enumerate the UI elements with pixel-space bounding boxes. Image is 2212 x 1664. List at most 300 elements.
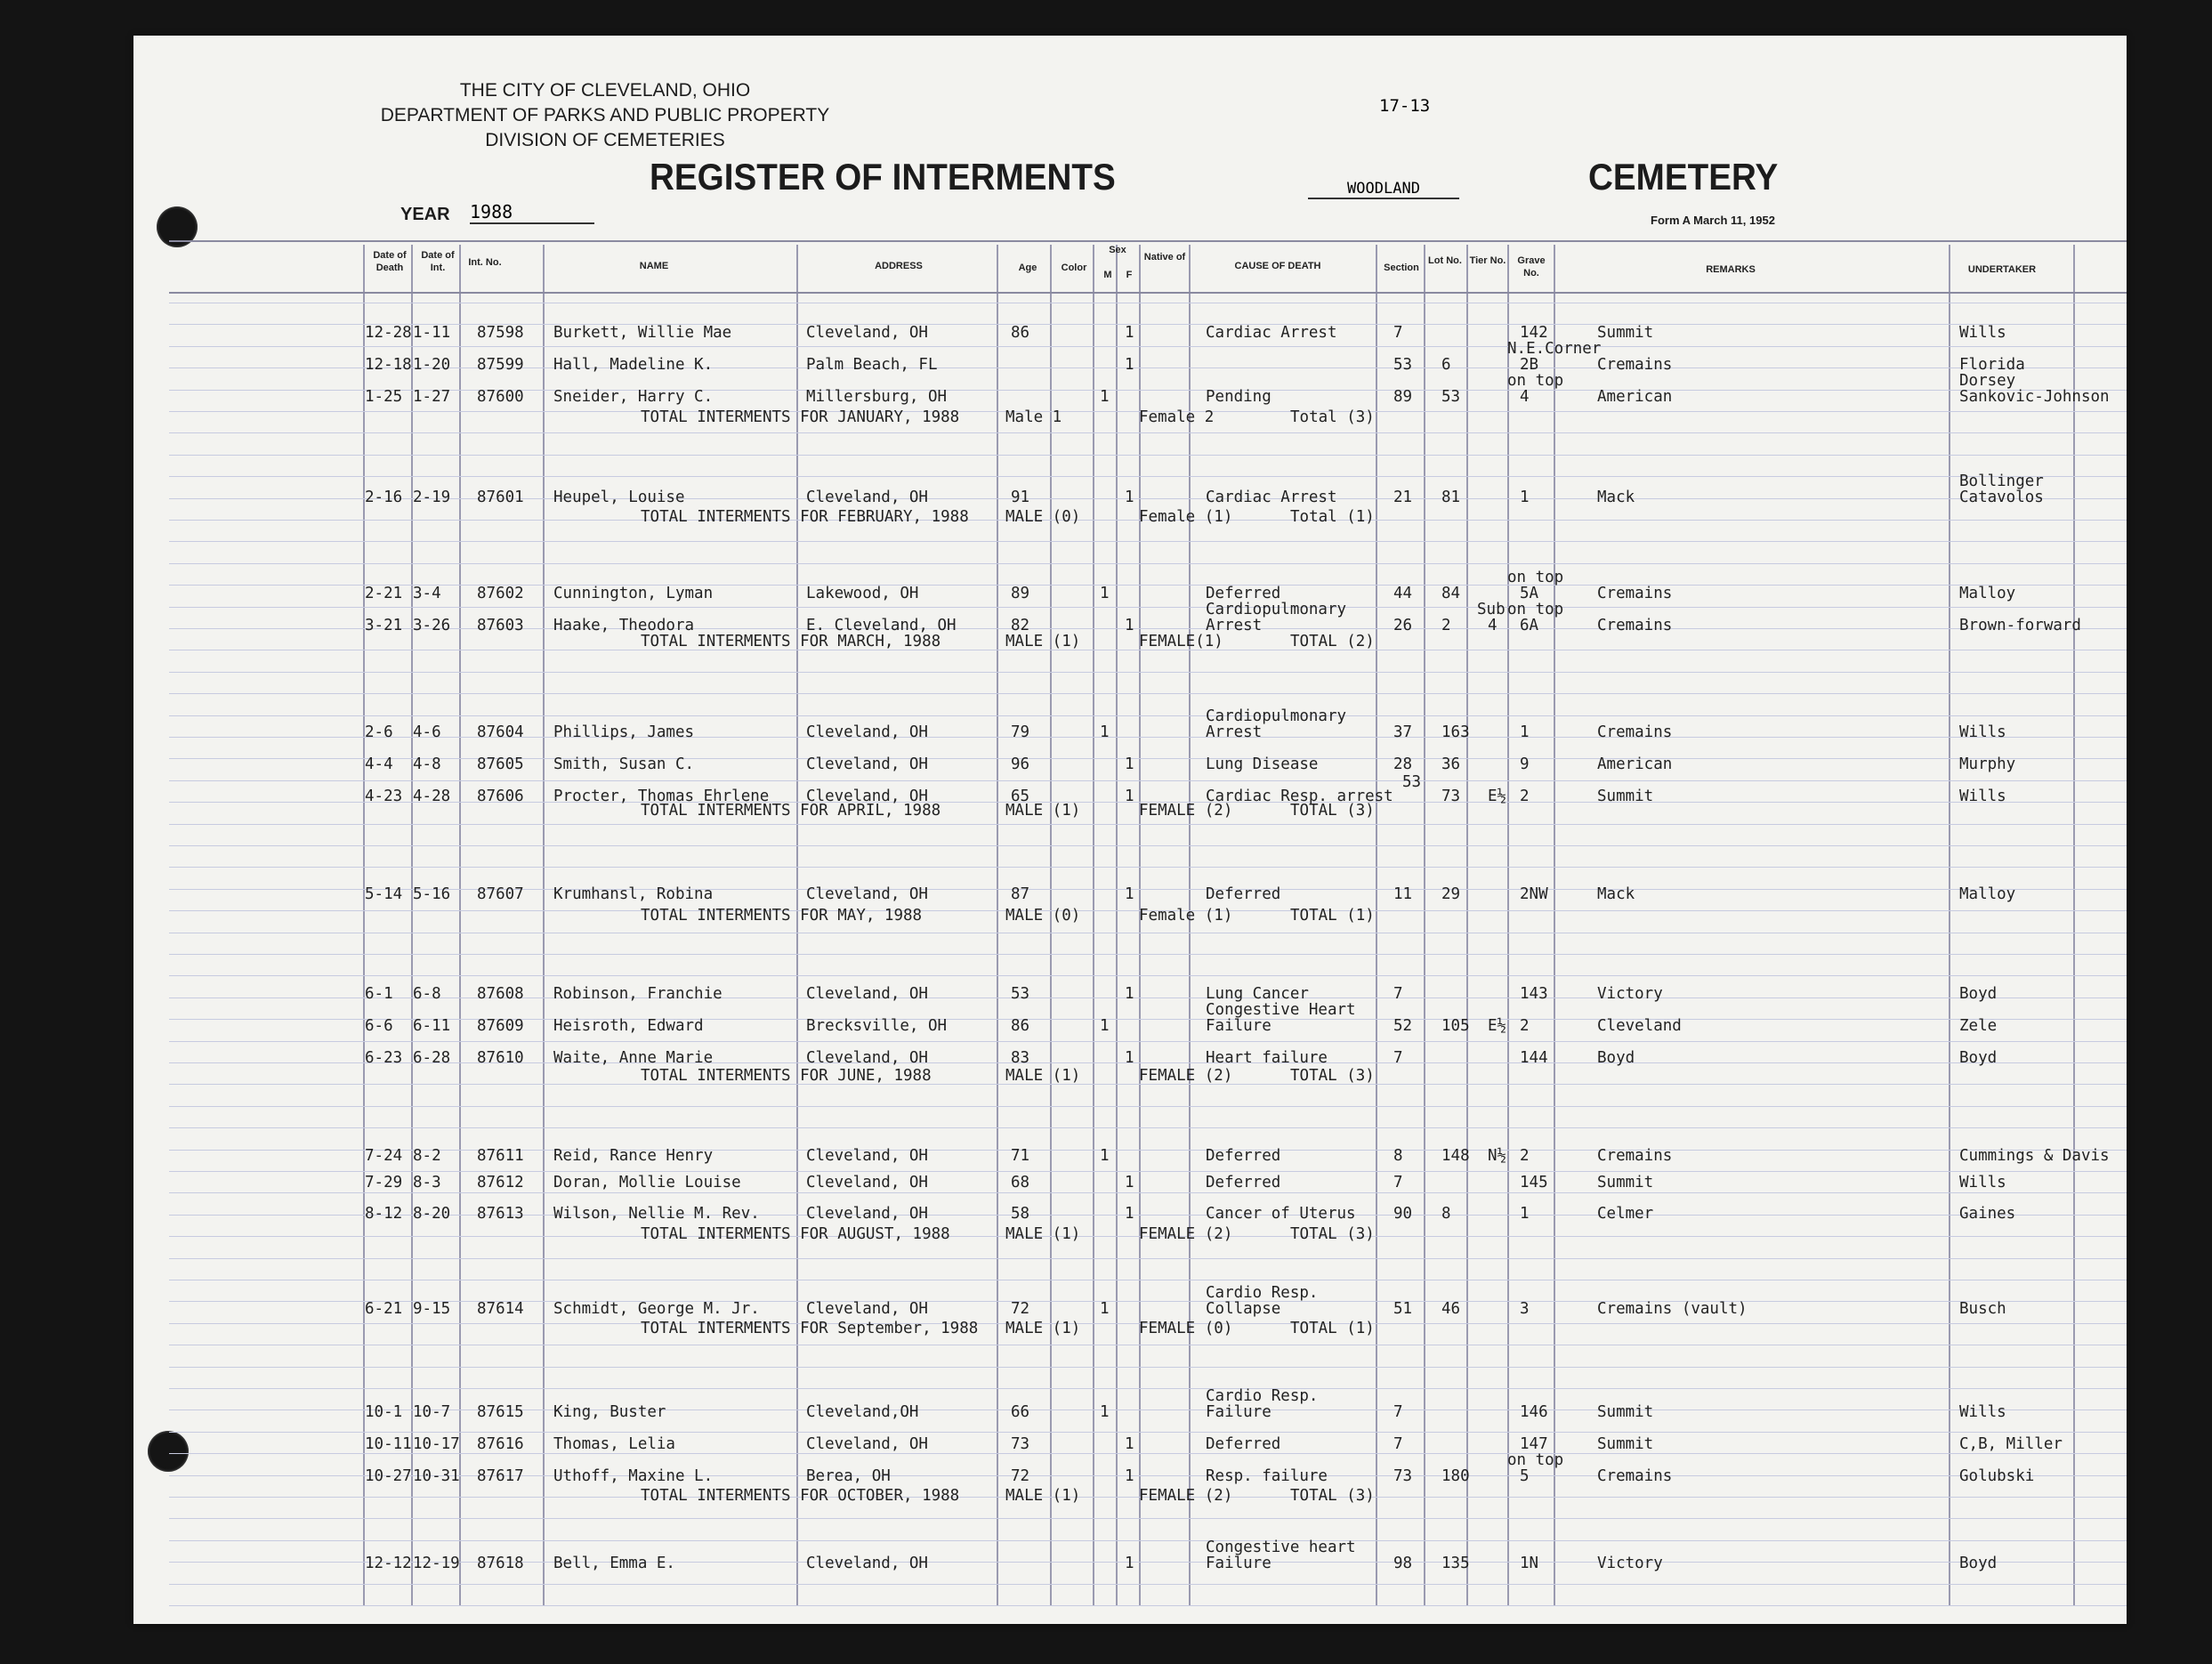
undertaker: Gaines xyxy=(1959,1205,2016,1223)
date-of-interment: 3-26 xyxy=(413,617,451,634)
row-rule xyxy=(169,715,2127,716)
row-rule xyxy=(169,824,2127,825)
sex-female: 1 xyxy=(1125,1205,1134,1223)
remarks: Victory xyxy=(1597,1555,1663,1572)
monthly-total-female: FEMALE (2) xyxy=(1139,1487,1233,1505)
monthly-total-label: TOTAL INTERMENTS FOR September, 1988 xyxy=(641,1320,979,1337)
monthly-total-female: Female (1) xyxy=(1139,508,1233,526)
section: 28 xyxy=(1393,755,1413,773)
age: 79 xyxy=(1011,723,1030,741)
date-of-interment: 10-17 xyxy=(413,1435,460,1453)
row-rule xyxy=(169,954,2127,955)
cause-of-death-line1: Cardiopulmonary xyxy=(1206,707,1347,725)
age: 71 xyxy=(1011,1147,1030,1165)
date-of-death: 10-27 xyxy=(365,1467,412,1485)
section: 7 xyxy=(1393,324,1403,342)
undertaker: Cummings & Davis xyxy=(1959,1147,2110,1165)
age: 73 xyxy=(1011,1435,1030,1453)
sex-female: 1 xyxy=(1125,489,1134,506)
row-rule xyxy=(169,346,2127,347)
column-rule xyxy=(1116,245,1118,1606)
monthly-total-female: FEMALE (2) xyxy=(1139,1067,1233,1085)
row-rule xyxy=(169,1106,2127,1107)
cause-of-death: Deferred xyxy=(1206,1435,1281,1453)
section: 7 xyxy=(1393,1435,1403,1453)
decedent-name: Reid, Rance Henry xyxy=(553,1147,714,1165)
date-of-interment: 1-20 xyxy=(413,356,451,374)
column-rule xyxy=(1424,245,1425,1606)
lot-number: 73 xyxy=(1441,788,1461,805)
sex-female: 1 xyxy=(1125,617,1134,634)
section: 90 xyxy=(1393,1205,1413,1223)
monthly-total-count: TOTAL (3) xyxy=(1290,802,1375,820)
monthly-total-count: TOTAL (2) xyxy=(1290,633,1375,650)
undertaker-note: Bollinger xyxy=(1959,473,2044,490)
section: 21 xyxy=(1393,489,1413,506)
grave-number: 9 xyxy=(1520,755,1530,773)
age: 68 xyxy=(1011,1174,1030,1191)
section: 44 xyxy=(1393,585,1413,602)
row-rule xyxy=(169,1584,2127,1585)
row-rule xyxy=(169,607,2127,608)
date-of-interment: 9-15 xyxy=(413,1300,451,1318)
undertaker: Florida xyxy=(1959,356,2025,374)
date-of-interment: 3-4 xyxy=(413,585,441,602)
section: 53 xyxy=(1393,356,1413,374)
tier-number: N½ xyxy=(1488,1147,1507,1165)
undertaker: Brown-forward xyxy=(1959,617,2081,634)
decedent-name: Heisroth, Edward xyxy=(553,1017,704,1035)
row-rule xyxy=(169,889,2127,890)
date-of-interment: 12-19 xyxy=(413,1555,460,1572)
date-of-death: 2-6 xyxy=(365,723,393,741)
monthly-total-count: TOTAL (1) xyxy=(1290,1320,1375,1337)
lot-number: 29 xyxy=(1441,885,1461,903)
decedent-address: Millersburg, OH xyxy=(806,388,948,406)
grave-number: 5 xyxy=(1520,1467,1530,1485)
age: 89 xyxy=(1011,585,1030,602)
grave-number: 143 xyxy=(1520,985,1548,1003)
monthly-total-label: TOTAL INTERMENTS FOR MAY, 1988 xyxy=(641,907,923,925)
row-rule xyxy=(169,975,2127,976)
col-remarks: REMARKS xyxy=(1706,264,1756,275)
sex-female: 1 xyxy=(1125,885,1134,903)
date-of-interment: 5-16 xyxy=(413,885,451,903)
grave-number: 142 xyxy=(1520,324,1548,342)
sex-male: 1 xyxy=(1100,388,1110,406)
grave-note: on top xyxy=(1507,601,1564,618)
monthly-total-count: TOTAL (3) xyxy=(1290,1225,1375,1243)
row-rule xyxy=(169,780,2127,781)
date-of-interment: 1-27 xyxy=(413,388,451,406)
age: 82 xyxy=(1011,617,1030,634)
date-of-death: 2-21 xyxy=(365,585,403,602)
sex-female: 1 xyxy=(1125,1467,1134,1485)
col-undertaker: UNDERTAKER xyxy=(1967,264,2037,275)
section: 73 xyxy=(1393,1467,1413,1485)
age: 86 xyxy=(1011,324,1030,342)
age: 65 xyxy=(1011,788,1030,805)
monthly-total-label: TOTAL INTERMENTS FOR MARCH, 1988 xyxy=(641,633,941,650)
row-rule xyxy=(169,1192,2127,1193)
decedent-address: Berea, OH xyxy=(806,1467,891,1485)
column-rule xyxy=(363,245,365,1606)
section: 26 xyxy=(1393,617,1413,634)
org-line-1: THE CITY OF CLEVELAND, OHIO xyxy=(459,80,751,101)
col-grave: Grave No. xyxy=(1517,255,1546,279)
date-of-death: 8-12 xyxy=(365,1205,403,1223)
undertaker: Zele xyxy=(1959,1017,1998,1035)
decedent-name: Cunnington, Lyman xyxy=(553,585,714,602)
grave-number: 147 xyxy=(1520,1435,1548,1453)
row-rule xyxy=(169,1388,2127,1389)
decedent-address: Cleveland, OH xyxy=(806,885,928,903)
remarks: Cremains (vault) xyxy=(1597,1300,1748,1318)
date-of-interment: 10-7 xyxy=(413,1403,451,1421)
header-rule xyxy=(169,292,2127,294)
age: 58 xyxy=(1011,1205,1030,1223)
cause-of-death: Arrest xyxy=(1206,617,1263,634)
sex-male: 1 xyxy=(1100,1403,1110,1421)
cause-of-death: Heart failure xyxy=(1206,1049,1328,1067)
decedent-name: King, Buster xyxy=(553,1403,666,1421)
monthly-total-female: Female 2 xyxy=(1139,408,1215,426)
section-note: 53 xyxy=(1402,773,1422,791)
undertaker: C,B, Miller xyxy=(1959,1435,2063,1453)
row-rule xyxy=(169,1432,2127,1433)
lot-number: 2 xyxy=(1441,617,1451,634)
col-lot: Lot No. xyxy=(1428,255,1462,266)
section: 7 xyxy=(1393,1174,1403,1191)
date-of-death: 12-18 xyxy=(365,356,412,374)
grave-number: 1N xyxy=(1520,1555,1539,1572)
lot-number: 163 xyxy=(1441,723,1470,741)
decedent-address: Palm Beach, FL xyxy=(806,356,938,374)
interment-number: 87606 xyxy=(477,788,524,805)
org-line-2: DEPARTMENT OF PARKS AND PUBLIC PROPERTY xyxy=(380,105,830,125)
age: 72 xyxy=(1011,1467,1030,1485)
date-of-interment: 2-19 xyxy=(413,489,451,506)
interment-number: 87608 xyxy=(477,985,524,1003)
age: 91 xyxy=(1011,489,1030,506)
row-rule xyxy=(169,867,2127,868)
header-rule xyxy=(169,240,2127,242)
lot-number: 135 xyxy=(1441,1555,1470,1572)
column-rule xyxy=(1050,245,1052,1606)
column-rule xyxy=(997,245,998,1606)
form-label: Form A March 11, 1952 xyxy=(1651,214,1775,227)
lot-number: 36 xyxy=(1441,755,1461,773)
monthly-total-count: Total (3) xyxy=(1290,408,1375,426)
cause-of-death: Arrest xyxy=(1206,723,1263,741)
date-of-death: 4-4 xyxy=(365,755,393,773)
grave-number: 2 xyxy=(1520,788,1530,805)
decedent-name: Haake, Theodora xyxy=(553,617,695,634)
age: 83 xyxy=(1011,1049,1030,1067)
date-of-interment: 4-8 xyxy=(413,755,441,773)
row-rule xyxy=(169,455,2127,456)
column-rule xyxy=(459,245,461,1606)
date-of-interment: 6-11 xyxy=(413,1017,451,1035)
grave-number: 5A xyxy=(1520,585,1539,602)
interment-number: 87617 xyxy=(477,1467,524,1485)
cause-of-death: Cardiac Arrest xyxy=(1206,324,1337,342)
interment-number: 87600 xyxy=(477,388,524,406)
undertaker: Wills xyxy=(1959,324,2006,342)
undertaker: Boyd xyxy=(1959,985,1998,1003)
remarks: American xyxy=(1597,755,1673,773)
undertaker: Golubski xyxy=(1959,1467,2035,1485)
grave-number: 145 xyxy=(1520,1174,1548,1191)
year-label: YEAR xyxy=(400,205,450,224)
date-of-death: 10-11 xyxy=(365,1435,412,1453)
undertaker: Wills xyxy=(1959,1403,2006,1421)
cemetery-label: CEMETERY xyxy=(1588,156,1779,198)
monthly-total-female: FEMALE (2) xyxy=(1139,1225,1233,1243)
decedent-name: Sneider, Harry C. xyxy=(553,388,714,406)
date-of-death: 4-23 xyxy=(365,788,403,805)
section: 89 xyxy=(1393,388,1413,406)
col-int-no: Int. No. xyxy=(468,257,502,268)
date-of-death: 7-29 xyxy=(365,1174,403,1191)
cause-of-death: Deferred xyxy=(1206,1174,1281,1191)
cause-of-death: Failure xyxy=(1206,1017,1271,1035)
grave-number: 2NW xyxy=(1520,885,1548,903)
row-rule xyxy=(169,1215,2127,1216)
date-of-death: 5-14 xyxy=(365,885,403,903)
cause-of-death: Deferred xyxy=(1206,585,1281,602)
interment-number: 87616 xyxy=(477,1435,524,1453)
decedent-name: Bell, Emma E. xyxy=(553,1555,675,1572)
sex-female: 1 xyxy=(1125,1435,1134,1453)
remarks: Boyd xyxy=(1597,1049,1635,1067)
date-of-death: 12-28 xyxy=(365,324,412,342)
cause-of-death: Resp. failure xyxy=(1206,1467,1328,1485)
decedent-address: Cleveland, OH xyxy=(806,1147,928,1165)
remarks: Summit xyxy=(1597,1174,1654,1191)
column-rule xyxy=(1507,245,1509,1606)
decedent-address: Cleveland, OH xyxy=(806,985,928,1003)
interment-number: 87614 xyxy=(477,1300,524,1318)
grave-number: 2 xyxy=(1520,1147,1530,1165)
grave-note: on top xyxy=(1507,372,1564,390)
date-of-death: 3-21 xyxy=(365,617,403,634)
section: 52 xyxy=(1393,1017,1413,1035)
col-date-death: Date of Death xyxy=(373,250,407,273)
grave-number: 4 xyxy=(1520,388,1530,406)
grave-note: N.E.Corner xyxy=(1507,340,1602,358)
row-rule xyxy=(169,845,2127,846)
monthly-total-male: MALE (1) xyxy=(1005,1067,1081,1085)
date-of-death: 6-1 xyxy=(365,985,393,1003)
undertaker: Sankovic-Johnson xyxy=(1959,388,2110,406)
column-rule xyxy=(1554,245,1555,1606)
decedent-address: E. Cleveland, OH xyxy=(806,617,957,634)
row-rule xyxy=(169,432,2127,433)
col-color: Color xyxy=(1061,263,1087,273)
col-cause: CAUSE OF DEATH xyxy=(1234,261,1321,271)
remarks: Cleveland xyxy=(1597,1017,1682,1035)
date-of-death: 6-6 xyxy=(365,1017,393,1035)
date-of-interment: 4-28 xyxy=(413,788,451,805)
lot-number: 81 xyxy=(1441,489,1461,506)
decedent-address: Cleveland, OH xyxy=(806,1555,928,1572)
lot-number: 180 xyxy=(1441,1467,1470,1485)
punch-hole xyxy=(148,1431,189,1472)
lot-number: 8 xyxy=(1441,1205,1451,1223)
cause-of-death: Deferred xyxy=(1206,1147,1281,1165)
section: 7 xyxy=(1393,1403,1403,1421)
col-section: Section xyxy=(1384,263,1419,273)
decedent-address: Cleveland, OH xyxy=(806,723,928,741)
undertaker: Busch xyxy=(1959,1300,2006,1318)
interment-number: 87605 xyxy=(477,755,524,773)
grave-number: 1 xyxy=(1520,489,1530,506)
cause-of-death: Collapse xyxy=(1206,1300,1281,1318)
lot-number: 84 xyxy=(1441,585,1461,602)
monthly-total-male: MALE (0) xyxy=(1005,907,1081,925)
decedent-name: Heupel, Louise xyxy=(553,489,685,506)
grave-note: on top xyxy=(1507,569,1564,586)
decedent-name: Phillips, James xyxy=(553,723,695,741)
cause-of-death-line1: Congestive Heart xyxy=(1206,1001,1356,1019)
undertaker: Wills xyxy=(1959,723,2006,741)
date-of-death: 2-16 xyxy=(365,489,403,506)
age: 66 xyxy=(1011,1403,1030,1421)
row-rule xyxy=(169,585,2127,586)
date-of-interment: 8-3 xyxy=(413,1174,441,1191)
interment-number: 87604 xyxy=(477,723,524,741)
lot-number: 148 xyxy=(1441,1147,1470,1165)
sex-female: 1 xyxy=(1125,1174,1134,1191)
section: 11 xyxy=(1393,885,1413,903)
undertaker: Wills xyxy=(1959,1174,2006,1191)
column-rule xyxy=(411,245,413,1606)
date-of-interment: 4-6 xyxy=(413,723,441,741)
lot-number: 6 xyxy=(1441,356,1451,374)
interment-number: 87607 xyxy=(477,885,524,903)
row-rule xyxy=(169,541,2127,542)
row-rule xyxy=(169,1367,2127,1368)
decedent-address: Cleveland, OH xyxy=(806,1435,928,1453)
row-rule xyxy=(169,1301,2127,1302)
cause-of-death: Lung Disease xyxy=(1206,755,1319,773)
sex-male: 1 xyxy=(1100,1147,1110,1165)
column-rule xyxy=(1189,245,1191,1606)
row-rule xyxy=(169,498,2127,499)
row-rule xyxy=(169,1453,2127,1454)
decedent-address: Cleveland, OH xyxy=(806,755,928,773)
grave-note: on top xyxy=(1507,1451,1564,1469)
date-of-interment: 8-20 xyxy=(413,1205,451,1223)
monthly-total-female: FEMALE(1) xyxy=(1139,633,1223,650)
lot-number: 46 xyxy=(1441,1300,1461,1318)
page-title: REGISTER OF INTERMENTS xyxy=(650,156,1116,198)
remarks: Mack xyxy=(1597,489,1635,506)
section: 37 xyxy=(1393,723,1413,741)
monthly-total-label: TOTAL INTERMENTS FOR JANUARY, 1988 xyxy=(641,408,960,426)
section: 98 xyxy=(1393,1555,1413,1572)
interment-number: 87598 xyxy=(477,324,524,342)
remarks: Cremains xyxy=(1597,1467,1673,1485)
interment-number: 87599 xyxy=(477,356,524,374)
decedent-address: Cleveland, OH xyxy=(806,1205,928,1223)
monthly-total-male: MALE (1) xyxy=(1005,802,1081,820)
sex-female: 1 xyxy=(1125,1049,1134,1067)
remarks: Cremains xyxy=(1597,356,1673,374)
sex-female: 1 xyxy=(1125,324,1134,342)
decedent-address: Cleveland,OH xyxy=(806,1403,919,1421)
row-rule xyxy=(169,563,2127,564)
col-tier: Tier No. xyxy=(1469,255,1506,266)
sex-female: 1 xyxy=(1125,356,1134,374)
row-rule xyxy=(169,390,2127,391)
monthly-total-label: TOTAL INTERMENTS FOR AUGUST, 1988 xyxy=(641,1225,950,1243)
row-rule xyxy=(169,758,2127,759)
remarks: Cremains xyxy=(1597,723,1673,741)
remarks: Celmer xyxy=(1597,1205,1654,1223)
column-rule xyxy=(2073,245,2075,1606)
col-sex: Sex xyxy=(1109,245,1126,255)
decedent-name: Procter, Thomas Ehrlene xyxy=(553,788,770,805)
row-rule xyxy=(169,1041,2127,1042)
date-of-death: 10-1 xyxy=(365,1403,403,1421)
decedent-name: Hall, Madeline K. xyxy=(553,356,714,374)
row-rule xyxy=(169,1019,2127,1020)
interment-number: 87603 xyxy=(477,617,524,634)
date-of-death: 7-24 xyxy=(365,1147,403,1165)
col-name: NAME xyxy=(639,261,669,271)
date-of-interment: 10-31 xyxy=(413,1467,460,1485)
section: 7 xyxy=(1393,1049,1403,1067)
col-sex-f: F xyxy=(1126,270,1133,280)
date-of-death: 6-21 xyxy=(365,1300,403,1318)
decedent-address: Brecksville, OH xyxy=(806,1017,948,1035)
age: 96 xyxy=(1011,755,1030,773)
row-rule xyxy=(169,1171,2127,1172)
monthly-total-male: MALE (1) xyxy=(1005,1225,1081,1243)
date-of-interment: 1-11 xyxy=(413,324,451,342)
cause-of-death: Failure xyxy=(1206,1403,1271,1421)
decedent-name: Robinson, Franchie xyxy=(553,985,723,1003)
col-age: Age xyxy=(1018,263,1037,273)
row-rule xyxy=(169,1562,2127,1563)
decedent-address: Cleveland, OH xyxy=(806,788,928,805)
row-rule xyxy=(169,1540,2127,1541)
age: 72 xyxy=(1011,1300,1030,1318)
decedent-name: Smith, Susan C. xyxy=(553,755,695,773)
column-rule xyxy=(1949,245,1950,1606)
remarks: American xyxy=(1597,388,1673,406)
decedent-address: Cleveland, OH xyxy=(806,1300,928,1318)
date-of-death: 12-12 xyxy=(365,1555,412,1572)
interment-number: 87609 xyxy=(477,1017,524,1035)
undertaker: Boyd xyxy=(1959,1555,1998,1572)
date-of-interment: 8-2 xyxy=(413,1147,441,1165)
section: 8 xyxy=(1393,1147,1403,1165)
date-of-interment: 6-28 xyxy=(413,1049,451,1067)
row-rule xyxy=(169,476,2127,477)
column-rule xyxy=(1376,245,1377,1606)
section: 7 xyxy=(1393,985,1403,1003)
cause-of-death-line1: Cardiopulmonary xyxy=(1206,601,1347,618)
interment-number: 87615 xyxy=(477,1403,524,1421)
monthly-total-male: MALE (0) xyxy=(1005,508,1081,526)
age: 86 xyxy=(1011,1017,1030,1035)
row-rule xyxy=(169,1150,2127,1151)
date-of-death: 6-23 xyxy=(365,1049,403,1067)
tier-note: Sub xyxy=(1477,601,1506,618)
